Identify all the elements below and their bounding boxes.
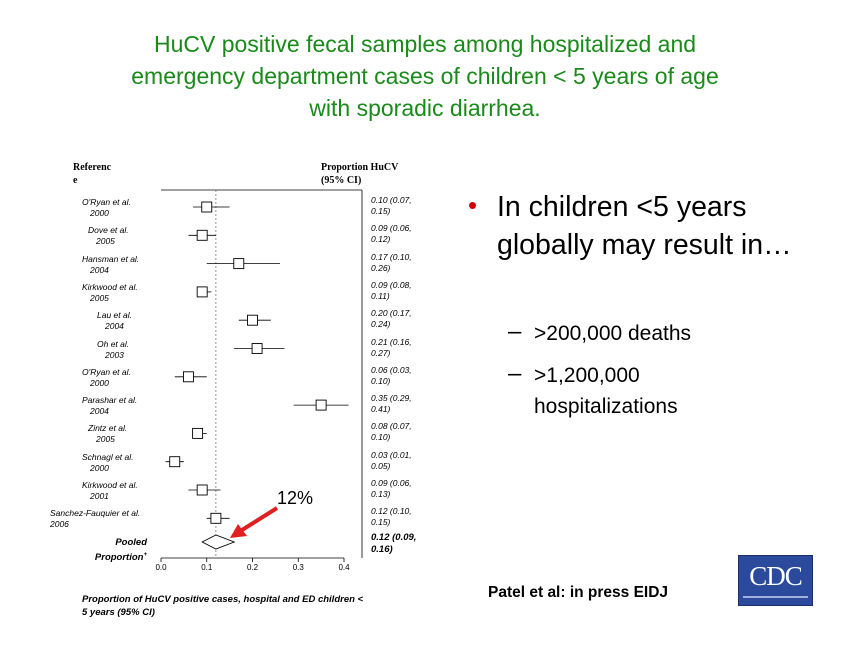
study-reference	[97, 310, 132, 332]
x-axis-label-line-1: Proportion of HuCV positive cases, hospital and ED children <	[82, 594, 364, 605]
study-proportion-line: 0.13)	[371, 489, 391, 499]
study-proportion-line: 0.05)	[371, 460, 391, 471]
study-reference	[88, 423, 127, 445]
study-proportion-line: 0.09 (0.08,	[371, 279, 412, 290]
study-point-square	[183, 372, 193, 382]
study-proportion-line: 0.09 (0.06,	[371, 478, 412, 488]
study-reference-line: 2001	[90, 491, 109, 501]
study-point-square	[197, 287, 207, 297]
study-proportion-line: 0.03 (0.01,	[371, 449, 412, 460]
study-proportion	[371, 337, 412, 359]
study-proportion	[371, 252, 412, 274]
study-point-square	[211, 513, 221, 523]
study-proportion-line: 0.17 (0.10,	[371, 251, 412, 262]
study-point-square	[252, 344, 262, 354]
pooled-proportion-line-1: 0.12 (0.09,	[371, 532, 417, 543]
study-reference-line: Oh et al.	[97, 338, 130, 349]
study-reference-line: 2000	[90, 208, 109, 218]
main-bullet-line-2: globally may result in…	[497, 229, 792, 261]
study-reference	[82, 480, 138, 502]
pooled-proportion	[371, 532, 416, 556]
study-reference	[82, 452, 134, 474]
study-proportion	[371, 308, 412, 330]
study-proportion-line: 0.12 (0.10,	[371, 506, 412, 517]
pooled-label-line-1: Pooled	[115, 537, 147, 548]
study-reference-line: Zintz et al.	[88, 423, 128, 434]
study-proportion-line: 0.26)	[371, 262, 391, 273]
bullet-dot-icon: •	[468, 190, 478, 220]
pooled-label-line-2: Proportion+	[94, 552, 147, 564]
x-tick-label: 0.1	[201, 563, 213, 572]
dash-icon: –	[508, 360, 522, 387]
pooled-label-line-2-text: Proportion	[94, 552, 144, 564]
study-reference-line: Kirkwood et al.	[82, 480, 138, 490]
proportion-header-line-1: Proportion HuCV	[321, 162, 399, 173]
study-proportion	[371, 365, 412, 387]
study-reference-line: Sanchez-Fauquier et al.	[50, 508, 141, 519]
study-reference-line: 2000	[90, 462, 109, 473]
title-line-3: with sporadic diarrhea.	[309, 95, 541, 121]
sub-bullet-text	[534, 360, 678, 422]
pooled-label	[82, 537, 147, 564]
x-tick-label: 0.3	[292, 563, 304, 572]
study-reference-line: 2005	[90, 292, 109, 303]
study-proportion-line: 0.15)	[371, 517, 391, 528]
study-reference-line: Schnagl et al.	[82, 451, 134, 462]
study-reference-line: Kirkwood et al.	[82, 281, 138, 292]
study-reference-line: 2006	[50, 519, 69, 530]
study-point-square	[193, 428, 203, 438]
study-proportion	[371, 223, 412, 245]
study-reference	[82, 395, 137, 417]
x-tick-label: 0.2	[246, 563, 259, 572]
study-proportion-line: 0.10 (0.07,	[371, 195, 412, 205]
study-proportion-line: 0.35 (0.29,	[371, 393, 412, 404]
x-axis-label	[82, 593, 437, 619]
title-line-1: HuCV positive fecal samples among hospitalized and	[153, 31, 697, 57]
study-point-square	[316, 400, 326, 410]
study-reference-line: 2005	[96, 236, 115, 247]
study-proportion	[371, 450, 412, 472]
x-tick-label: 0.0	[155, 563, 167, 572]
study-reference	[88, 225, 129, 247]
title-line-2: emergency department cases of children < 5 years of age	[131, 63, 719, 89]
study-proportion-line: 0.15)	[371, 206, 391, 216]
study-proportion	[371, 506, 412, 528]
study-proportion-line: 0.06 (0.03,	[371, 364, 412, 375]
citation: Patel et al: in press EIDJ	[488, 584, 669, 601]
study-proportion-line: 0.41)	[371, 404, 391, 415]
cdc-logo-text: CDC	[749, 561, 802, 591]
study-point-square	[248, 315, 258, 325]
study-proportion-line: 0.27)	[371, 347, 391, 358]
study-proportion-line: 0.21 (0.16,	[371, 336, 412, 347]
study-reference	[97, 339, 129, 361]
study-reference	[82, 197, 131, 219]
study-point-square	[202, 202, 212, 212]
pooled-proportion-line-2: 0.16)	[371, 544, 393, 555]
study-proportion-line: 0.09 (0.06,	[371, 223, 412, 234]
study-proportion-line: 0.20 (0.17,	[371, 308, 412, 319]
main-bullet-text	[497, 188, 792, 264]
study-proportion	[371, 280, 412, 302]
pooled-diamond	[202, 535, 234, 549]
sub-bullet-line-2: hospitalizations	[534, 395, 678, 418]
pooled-annotation: 12%	[277, 488, 314, 508]
dash-icon: –	[508, 318, 522, 345]
study-proportion-line: 0.11)	[371, 290, 390, 301]
study-reference-line: O'Ryan et al.	[82, 197, 131, 207]
study-proportion	[371, 393, 412, 415]
cdc-logo	[738, 555, 813, 606]
study-proportion-line: 0.10)	[371, 375, 391, 386]
main-bullet-line-1: In children <5 years	[497, 191, 747, 223]
study-point-square	[197, 485, 207, 495]
study-proportion-line: 0.12)	[371, 234, 391, 245]
study-proportion-line: 0.24)	[371, 319, 391, 330]
study-proportion	[371, 195, 412, 217]
study-point-square	[197, 230, 207, 240]
study-reference-line: 2004	[105, 321, 124, 332]
study-reference	[82, 254, 139, 276]
cdc-logo-rule	[743, 596, 808, 598]
study-proportion-line: 0.10)	[371, 432, 391, 443]
study-reference-line: Parashar et al.	[82, 395, 138, 406]
study-proportion	[371, 478, 412, 500]
study-point-square	[170, 457, 180, 467]
study-reference-line: Dove et al.	[88, 225, 129, 236]
x-axis-label-line-2: 5 years (95% CI)	[82, 607, 155, 618]
study-reference-line: 2004	[90, 406, 109, 417]
study-proportion	[371, 421, 412, 443]
study-reference-line: 2000	[90, 377, 109, 388]
sub-bullet-text: >200,000 deaths	[534, 322, 692, 345]
study-reference	[82, 282, 138, 304]
study-reference	[82, 367, 131, 389]
proportion-header-line-2: (95% CI)	[321, 175, 362, 186]
study-reference	[50, 508, 140, 530]
sub-bullet-line-1: >1,200,000	[534, 364, 640, 387]
study-reference-line: 2003	[105, 349, 124, 360]
study-reference-line: Hansman et al.	[82, 253, 140, 264]
x-tick-label: 0.4	[338, 563, 350, 572]
study-reference-line: Lau et al.	[97, 310, 132, 321]
study-point-square	[234, 259, 244, 269]
arrow-shaft	[242, 508, 277, 530]
reference-header-line-1: Referenc	[73, 162, 112, 173]
study-proportion-line: 0.08 (0.07,	[371, 421, 412, 432]
study-reference-line: 2004	[90, 264, 109, 275]
reference-header-line-2: e	[73, 175, 78, 186]
study-reference-line: O'Ryan et al.	[82, 366, 131, 377]
study-reference-line: 2005	[96, 434, 115, 445]
